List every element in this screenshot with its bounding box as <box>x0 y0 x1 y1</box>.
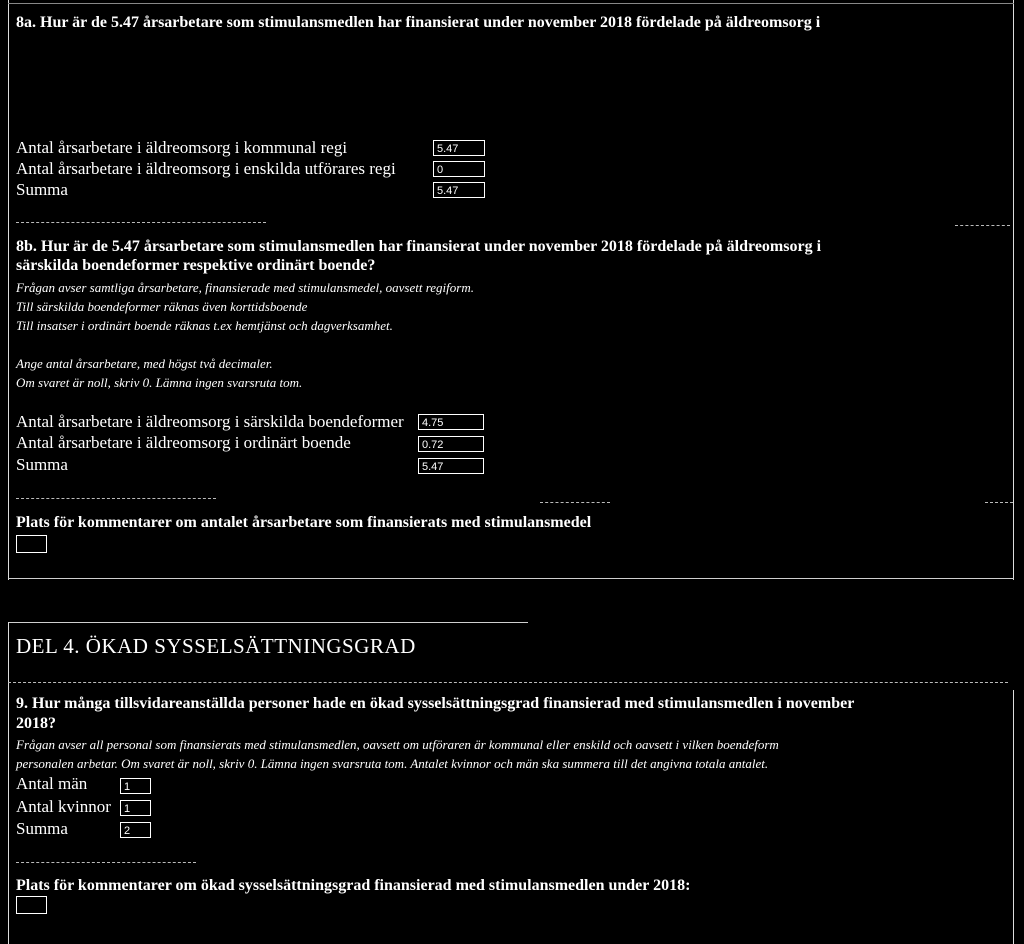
q8b-title-line2: särskilda boendeformer respektive ordinärt boende? <box>16 257 376 274</box>
q9-separator <box>16 862 196 863</box>
q8a-separator <box>16 222 266 223</box>
q8b-row-ordinart-label: Antal årsarbetare i äldreomsorg i ordinärt boende <box>16 433 351 452</box>
q8a-enskilda-input[interactable]: 0 <box>433 161 485 177</box>
q8b-note-2: Till särskilda boendeformer räknas även korttidsboende <box>16 299 308 314</box>
q9-comment-input[interactable] <box>16 896 47 914</box>
q9-title-line2: 2018? <box>16 715 56 732</box>
del4-separator <box>8 682 1008 683</box>
q8b-note-3: Till insatser i ordinärt boende räknas t.ex hemtjänst och dagverksamhet. <box>16 318 393 333</box>
q8b-separator-right <box>985 502 1013 503</box>
del4-heading: DEL 4. ÖKAD SYSSELSÄTTNINGSGRAD <box>16 634 416 658</box>
left-border-lower <box>8 622 9 944</box>
q8b-summa-field: 5.47 <box>418 458 484 474</box>
q8b-ordinart-input[interactable]: 0.72 <box>418 436 484 452</box>
left-border-upper <box>8 0 9 580</box>
q8b-instruction-1: Ange antal årsarbetare, med högst två decimaler. <box>16 356 273 371</box>
q9-kvinnor-input[interactable]: 1 <box>120 800 151 816</box>
q8a-row-kommunal-label: Antal årsarbetare i äldreomsorg i kommunal regi <box>16 138 348 157</box>
q9-row-kvinnor-label: Antal kvinnor <box>16 797 111 816</box>
q9-row-summa-label: Summa <box>16 819 68 838</box>
q8b-title-line1: 8b. Hur är de 5.47 årsarbetare som stimulansmedlen har finansierat under november 2018 fördelade på äldreomsorg i <box>16 238 822 255</box>
q8b-row-sarskilda-label: Antal årsarbetare i äldreomsorg i särskilda boendeformer <box>16 412 404 431</box>
q8a-separator-right <box>955 225 1010 226</box>
q8b-comment-label: Plats för kommentarer om antalet årsarbetare som finansierats med stimulansmedel <box>16 514 592 531</box>
right-border-lower <box>1013 690 1014 944</box>
q8a-kommunal-input[interactable]: 5.47 <box>433 140 485 156</box>
q9-note-line2: personalen arbetar. Om svaret är noll, skriv 0. Lämna ingen svarsruta tom. Antalet kvinnor och män ska summera till det angivna totala antalet. <box>16 756 769 771</box>
q9-comment-label: Plats för kommentarer om ökad sysselsättningsgrad finansierad med stimulansmedlen under 2018: <box>16 877 691 894</box>
q8a-summa-field: 5.47 <box>433 182 485 198</box>
q8b-note-1: Frågan avser samtliga årsarbetare, finansierade med stimulansmedel, oavsett regiform. <box>16 280 474 295</box>
q8b-sarskilda-input[interactable]: 4.75 <box>418 414 484 430</box>
section-bottom-border <box>8 578 1014 579</box>
q8b-comment-input[interactable] <box>16 535 47 553</box>
q9-note-line1: Frågan avser all personal som finansierats med stimulansmedlen, oavsett om utföraren är kommunal eller enskild och oavsett i vilken boendeform <box>16 737 779 752</box>
q9-row-man-label: Antal män <box>16 774 88 793</box>
q8b-separator <box>16 498 216 499</box>
q9-title-line1: 9. Hur många tillsvidareanställda personer hade en ökad sysselsättningsgrad finansierad med stimulansmedlen i november <box>16 695 855 712</box>
del4-top-border <box>8 622 528 623</box>
q9-summa-field: 2 <box>120 822 151 838</box>
q9-man-input[interactable]: 1 <box>120 778 151 794</box>
right-border-upper <box>1013 0 1014 580</box>
q8b-instruction-2: Om svaret är noll, skriv 0. Lämna ingen svarsruta tom. <box>16 375 303 390</box>
q8a-row-enskilda-label: Antal årsarbetare i äldreomsorg i enskilda utförares regi <box>16 159 396 178</box>
q8a-row-summa-label: Summa <box>16 180 68 199</box>
q8b-row-summa-label: Summa <box>16 455 68 474</box>
top-border <box>8 3 1014 4</box>
q8b-separator-mid <box>540 502 610 503</box>
q8a-title: 8a. Hur är de 5.47 årsarbetare som stimulansmedlen har finansierat under november 2018 fördelade på äldreomsorg i <box>16 14 821 31</box>
